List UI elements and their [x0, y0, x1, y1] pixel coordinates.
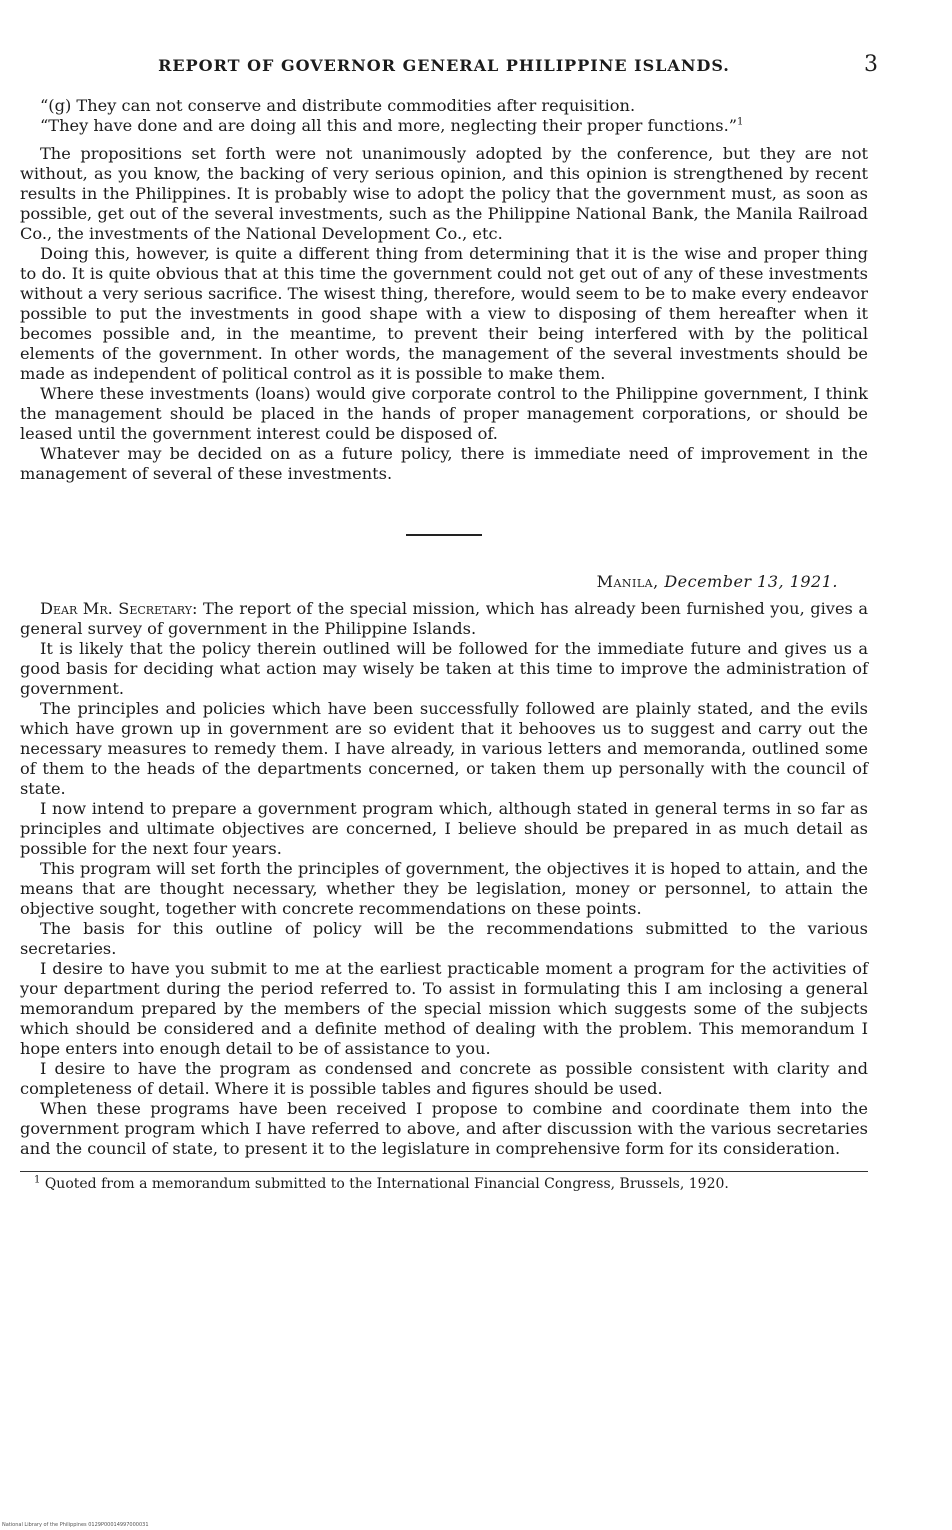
footnote-marker: 1 — [34, 1174, 41, 1186]
letter-opening-text: The report of the special mission, which has already been furnished you, gives a general survey of government in the Philippine Islands. — [20, 599, 868, 638]
letter-paragraph-combine: When these programs have been received I propose to combine and coordinate them into the government program which I have referred to above, and after discussion with the various secretaries and the council of state, to present it to the legislature in comprehensive form for its consideration. — [20, 1099, 868, 1158]
letter-dateline — [20, 572, 868, 591]
letter-paragraph-program-content: This program will set forth the principles of government, the objectives it is hoped to attain, and the means that are thought necessary, whether they be legislation, money or personnel, to attain the objective sought, together with concrete recommendations on these points. — [20, 859, 868, 918]
letter-paragraph-basis: The basis for this outline of policy will be the recommendations submitted to the various secretaries. — [20, 919, 868, 958]
letter-paragraph-request: I desire to have you submit to me at the earliest practicable moment a program for the activities of your department during the period referred to. To assist in formulating this I am inclosing a general memorandum prepared by the members of the special mission which suggests some of the subjects which should be considered and a definite method of dealing with the problem. This memorandum I hope enters into enough detail to be of assistance to you. — [20, 959, 868, 1058]
letter-paragraph-condensed: I desire to have the program as condensed and concrete as possible consistent with clarity and completeness of detail. Where it is possible tables and figures should be used. — [20, 1059, 868, 1098]
salutation: Dear Mr. Secretary: — [40, 599, 198, 618]
dateline-place: Manila, — [596, 572, 659, 591]
footnote-rule — [20, 1171, 868, 1172]
quoted-conclusion — [20, 116, 868, 136]
letter-paragraph-program: I now intend to prepare a government program which, although stated in general terms in so far as principles and ultimate objectives are concerned, I believe should be prepared in as much detail as possible for the next four years. — [20, 799, 868, 858]
paragraph-where-investments: Where these investments (loans) would give corporate control to the Philippine government, I think the management should be placed in the hands of proper management corporations, or should be leased until the government interest could be disposed of. — [20, 384, 868, 443]
quoted-conclusion-text: “They have done and are doing all this and more, neglecting their proper functions.” — [40, 116, 738, 135]
footnote-ref: 1 — [737, 116, 744, 128]
paragraph-propositions: The propositions set forth were not unanimously adopted by the conference, but they are not without, as you know, the backing of very serious opinion, and this opinion is strengthened by recent results in the Philippines. It is probably wise to adopt the policy that the government must, as soon as possible, get out of the several investments, such as the Philippine National Bank, the Manila Railroad Co., the investments of the National Development Co., etc. — [20, 144, 868, 243]
paragraph-whatever: Whatever may be decided on as a future policy, there is immediate need of improvement in the management of several of these investments. — [20, 444, 868, 483]
letter-paragraph-policy: It is likely that the policy therein outlined will be followed for the immediate future and gives us a good basis for deciding what action may wisely be taken at this time to improve the administration of government. — [20, 639, 868, 698]
dateline-date: December 13, 1921. — [664, 572, 838, 591]
running-head: REPORT OF GOVERNOR GENERAL PHILIPPINE ISLANDS. — [158, 56, 730, 75]
letter-opening-paragraph — [20, 599, 868, 639]
footnote-text: Quoted from a memorandum submitted to the International Financial Congress, Brussels, 1920. — [40, 1176, 729, 1192]
document-page — [20, 52, 878, 1193]
footnote — [20, 1176, 868, 1193]
page-number: 3 — [864, 52, 878, 77]
quoted-item-g-text: “(g) They can not conserve and distribute commodities after requisition. — [40, 96, 636, 115]
page-header — [20, 52, 878, 96]
quoted-item-g — [20, 96, 868, 116]
paragraph-doing-this: Doing this, however, is quite a different thing from determining that it is the wise and proper thing to do. It is quite obvious that at this time the government could not get out of any of these investments without a very serious sacrifice. The wisest thing, therefore, would seem to be to make every endeavor possible to put the investments in good shape with a view to disposing of them hereafter when it becomes possible and, in the meantime, to prevent their being interfered with by the political elements of the government. In other words, the management of the several investments should be made as independent of political control as it is possible to make them. — [20, 244, 868, 383]
letter-paragraph-principles: The principles and policies which have been successfully followed are plainly stated, and the evils which have grown up in government are so evident that it behooves us to suggest and carry out the necessary measures to remedy them. I have already, in various letters and memoranda, outlined some of them to the heads of the departments concerned, or taken them up personally with the council of state. — [20, 699, 868, 798]
section-divider — [406, 534, 482, 536]
scan-credit: National Library of the Philippines 0129P00014997000031 — [2, 1522, 149, 1528]
